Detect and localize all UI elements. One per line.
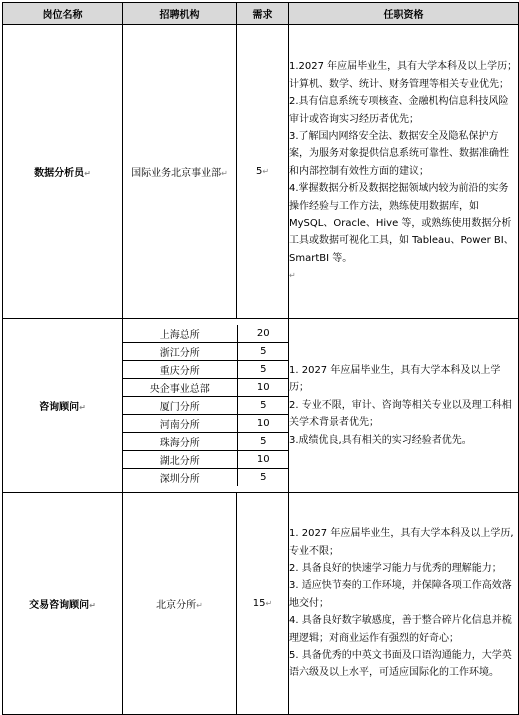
branch-org: 上海总所 [123, 325, 237, 343]
position-cell: 咨询顾问↵ [3, 319, 123, 493]
recruitment-table [2, 2, 519, 715]
branch-list-cell [123, 319, 289, 493]
org-cell: 北京分所↵ [123, 493, 237, 715]
requirement-item: 5. 具备优秀的中英文书面及口语沟通能力，大学英语六级及以上水平，可适应国际化的工作环境。 [289, 650, 512, 679]
branch-row [123, 415, 289, 433]
requirement-item: 4. 具备良好数字敏感度，善于整合碎片化信息并梳理逻辑；对商业运作有强烈的好奇心； [289, 615, 512, 644]
branch-count: 10 [237, 415, 289, 433]
requirement-item: 3. 适应快节奏的工作环境，并保障各项工作高效落地交付； [289, 580, 512, 609]
table-row [3, 493, 519, 715]
branch-row [123, 325, 289, 343]
requirement-item: 2. 专业不限，审计、咨询等相关专业以及理工科相关学术背景者优先； [289, 399, 512, 429]
requirement-item: 1. 2027 年应届毕业生，具有大学本科及以上学历； [289, 364, 501, 394]
table-row [3, 25, 519, 319]
branch-org: 湖北分所 [123, 451, 237, 469]
branch-org: 珠海分所 [123, 433, 237, 451]
branch-count: 10 [237, 451, 289, 469]
branch-count: 20 [237, 325, 289, 343]
branch-count: 5 [237, 397, 289, 415]
branch-count: 5 [237, 361, 289, 379]
branch-count: 5 [237, 433, 289, 451]
requirement-item: 3.成绩优良,具有相关的实习经验者优先。 [289, 434, 472, 446]
branch-count: 10 [237, 379, 289, 397]
header-count: 需求 [237, 3, 289, 25]
org-cell: 国际业务北京事业部↵ [123, 25, 237, 319]
requirement-item: 1. 2027 年应届毕业生，具有大学本科及以上学历,专业不限； [289, 528, 514, 557]
branch-row [123, 451, 289, 469]
requirement-item: 4.掌握数据分析及数据挖掘领域内较为前沿的实务操作经验与工作方法，熟练使用数据库，如 MySQL、Oracle、Hive 等，或熟练使用数据分析工具或数据可视化工具，如 Tableau、Power BI、SmartBI 等。 [289, 183, 514, 264]
branch-row [123, 379, 289, 397]
branch-row [123, 361, 289, 379]
requirement-item: 2.具有信息系统专项核查、金融机构信息科技风险审计或咨询实习经历者优先； [289, 96, 509, 125]
requirement-item: 2. 具备良好的快速学习能力与优秀的理解能力； [289, 562, 502, 574]
branch-table [123, 325, 289, 486]
branch-org: 浙江分所 [123, 343, 237, 361]
count-cell: 15↵ [237, 493, 289, 715]
position-cell: 交易咨询顾问↵ [3, 493, 123, 715]
header-requirements: 任职资格 [289, 3, 519, 25]
branch-org: 央企事业总部 [123, 379, 237, 397]
header-position: 岗位名称 [3, 3, 123, 25]
table-header-row [3, 3, 519, 25]
branch-row [123, 469, 289, 487]
count-cell: 5↵ [237, 25, 289, 319]
branch-row [123, 433, 289, 451]
table-row [3, 319, 519, 493]
branch-org: 重庆分所 [123, 361, 237, 379]
branch-org: 厦门分所 [123, 397, 237, 415]
header-org: 招聘机构 [123, 3, 237, 25]
branch-row [123, 343, 289, 361]
branch-row [123, 397, 289, 415]
branch-count: 5 [237, 469, 289, 487]
requirements-cell [289, 319, 519, 493]
requirements-cell [289, 25, 519, 319]
empty-paragraph-mark: ↵ [289, 271, 296, 281]
position-cell: 数据分析员↵ [3, 25, 123, 319]
requirements-cell [289, 493, 519, 715]
branch-count: 5 [237, 343, 289, 361]
branch-org: 河南分所 [123, 415, 237, 433]
document-page [2, 2, 518, 715]
branch-org: 深圳分所 [123, 469, 237, 487]
requirement-item: 3.了解国内网络安全法、数据安全及隐私保护方案，为服务对象提供信息系统可靠性、数据准确性和内部控制有效性方面的建议； [289, 130, 509, 177]
requirement-item: 1.2027 年应届毕业生，具有大学本科及以上学历；计算机、数学、统计、财务管理等相关专业优先； [289, 61, 518, 90]
